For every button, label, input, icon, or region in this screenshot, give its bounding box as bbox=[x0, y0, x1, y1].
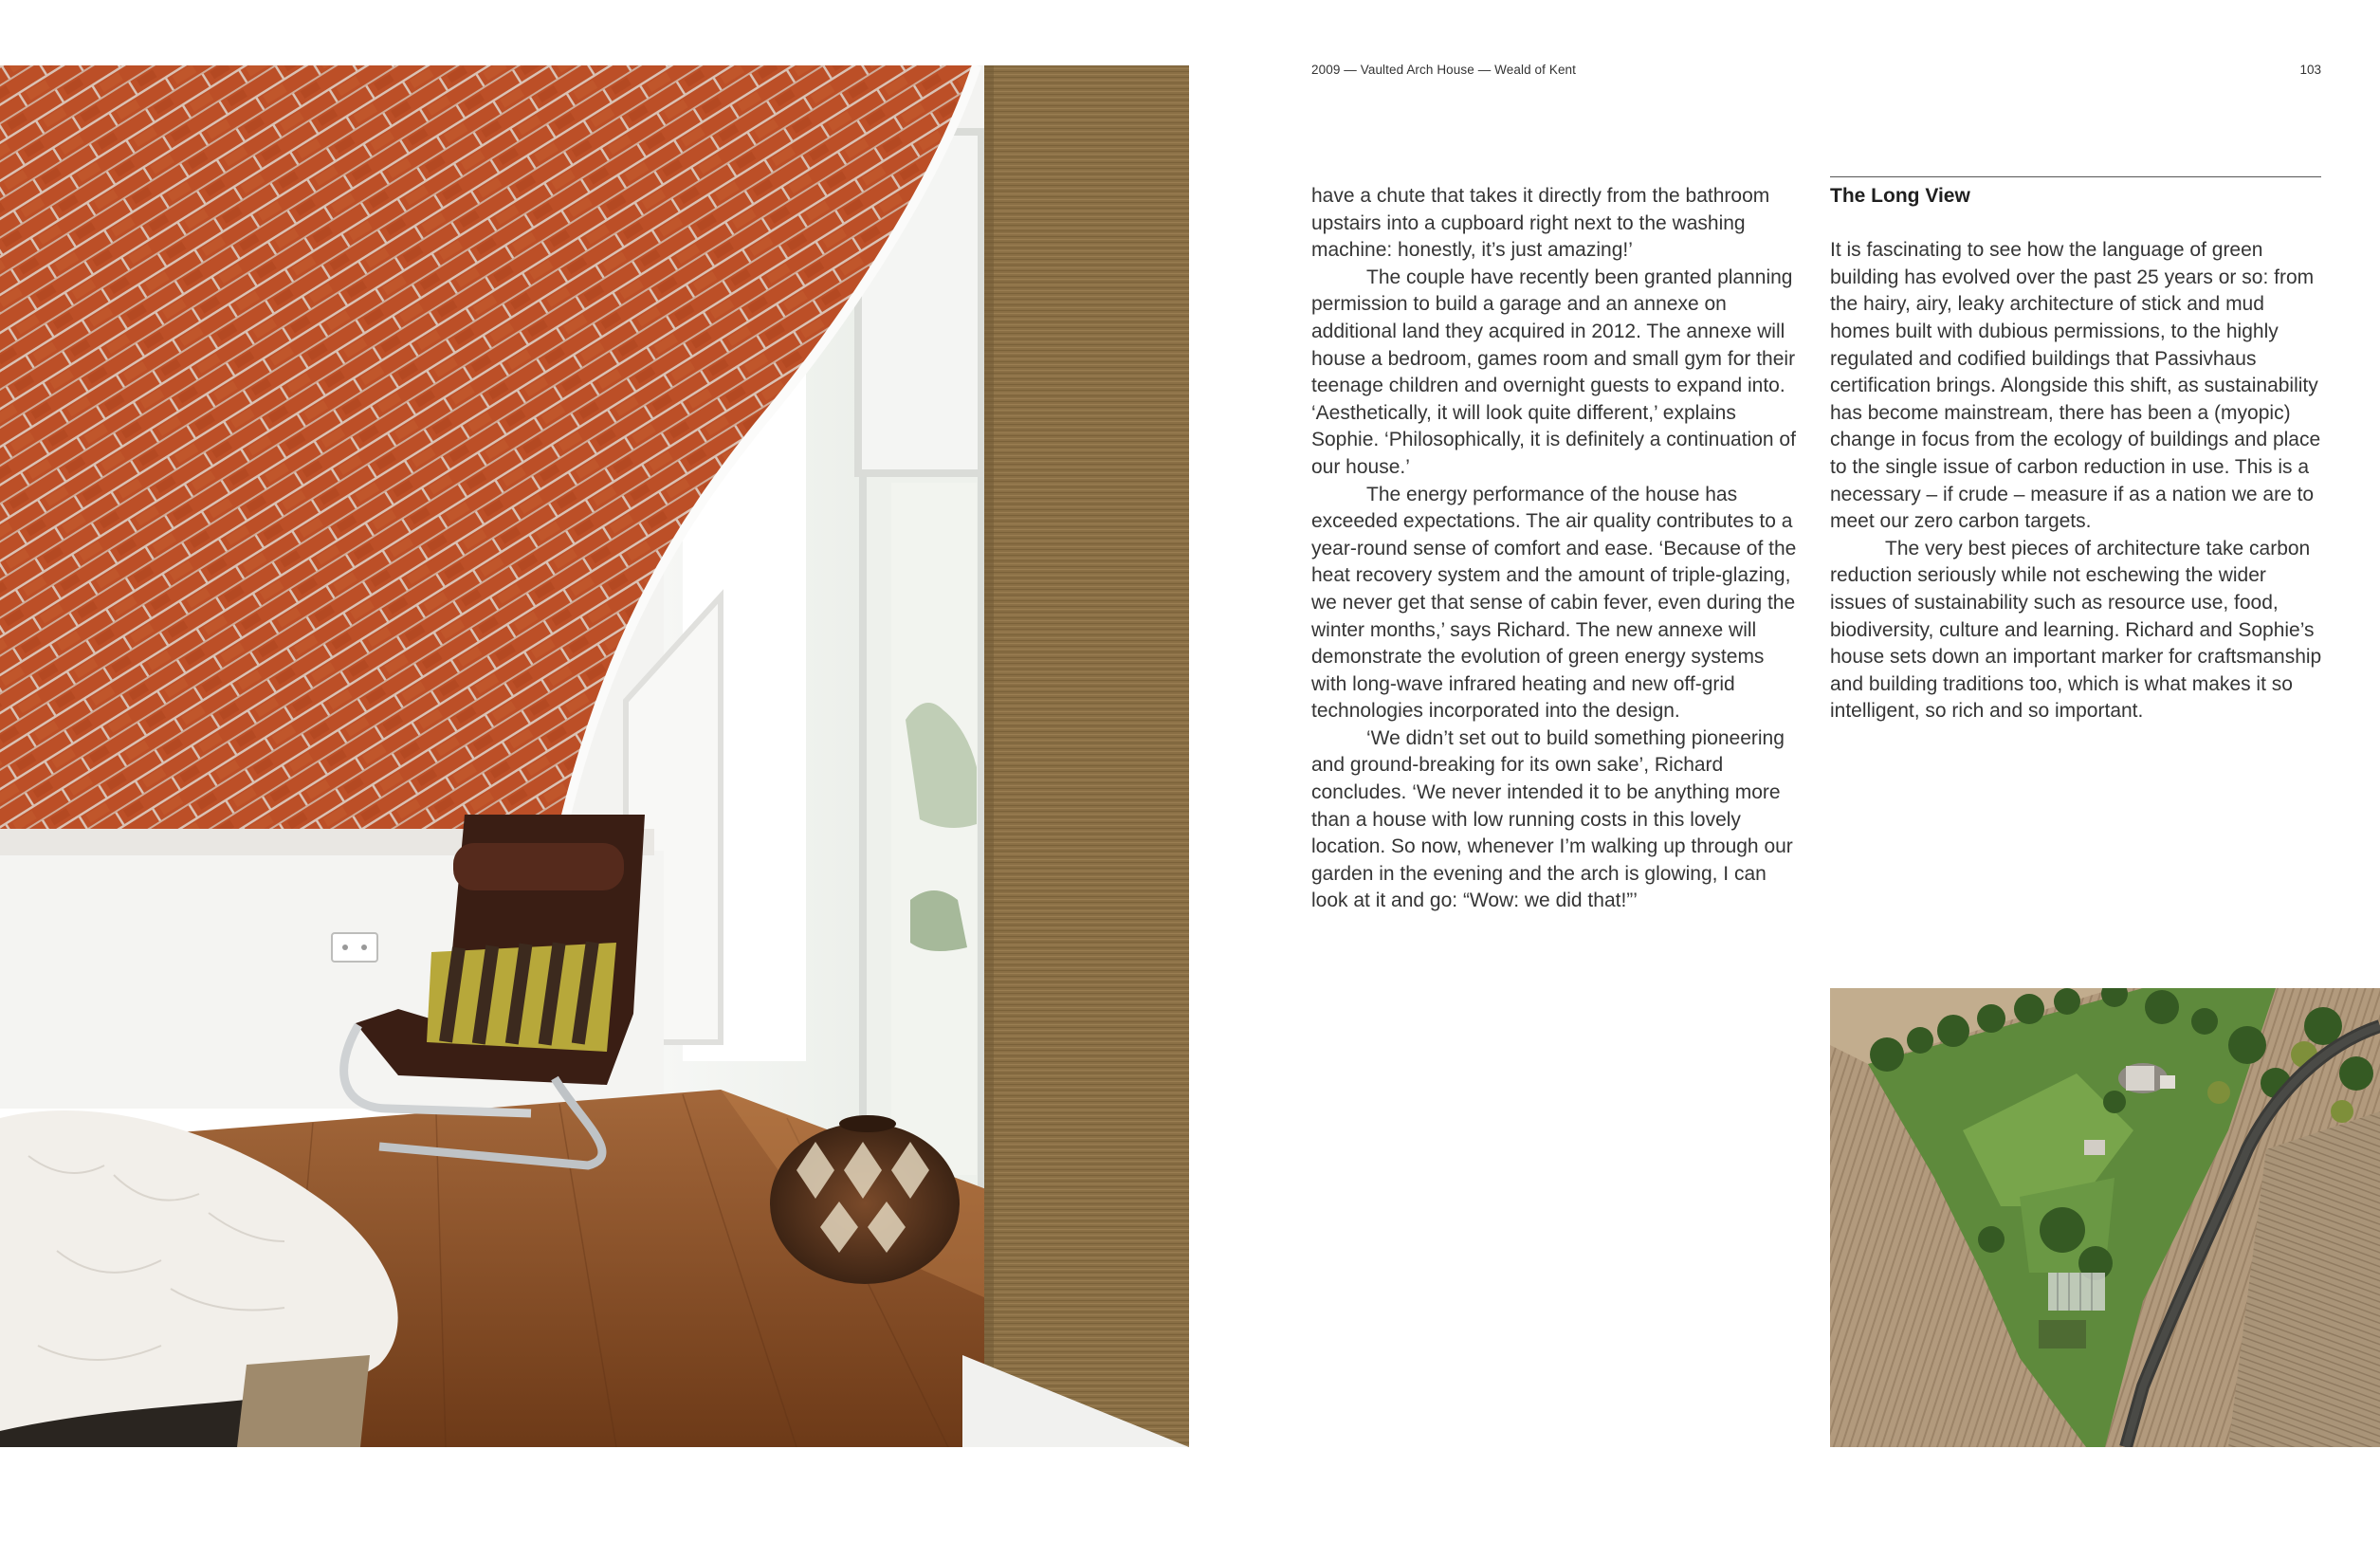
body-column-left bbox=[1311, 183, 1804, 915]
paragraph: The very best pieces of architecture take carbon reduction seriously while not eschewing the wider issues of sustainability such as resource use, food, biodiversity, culture and learning. Richard and Sophie’s house sets down an important marker for craftsmanship and building traditions too, which is what makes it so intelligent, so rich and so important. bbox=[1830, 537, 2322, 723]
paragraph: It is fascinating to see how the language of green building has evolved over the past 25 years or so: from the hairy, airy, leaky architecture of stick and mud homes built with dubious permissions, to the highly regulated and codified buildings that Passivhaus certification brings. Alongside this shift, as sustainability has become mainstream, there has been a (myopic) change in focus from the ecology of buildings and place to the single issue of carbon reduction in use. This is a necessary – if crude – measure if as a nation we are to meet our zero carbon targets. bbox=[1830, 239, 2321, 533]
interior-photo bbox=[0, 65, 1189, 1447]
page-number: 103 bbox=[2299, 63, 2321, 77]
paragraph: The couple have recently been granted planning permission to build a garage and an annexe on additional land they acquired in 2012. The annexe will house a bedroom, games room and small gym for their teenage children and overnight guests to expand into. ‘Aesthetically, it will look quite different,’ explains Sophie. ‘Philosophically, it is definitely a continuation of our house.’ bbox=[1311, 266, 1796, 478]
body-column-right bbox=[1830, 183, 2325, 725]
paragraph: The energy performance of the house has exceeded expectations. The air quality contributes to a year-round sense of comfort and ease. ‘Because of the heat recovery system and the amount of triple-glazing, we never get that sense of cabin fever, even during the winter months,’ says Richard. The new annexe will demonstrate the evolution of green energy systems with long-wave infrared heating and new off-grid technologies incorporated into the design. bbox=[1311, 483, 1797, 723]
paragraph: ‘We didn’t set out to build something pioneering and ground-breaking for its own sake’, Richard concludes. ‘We never intended it to be anything more than a house with low running costs in this lovely location. So now, whenever I’m walking up through our garden in the evening and the arch is glowing, I can look at it and go: “Wow: we did that!”’ bbox=[1311, 726, 1793, 912]
section-heading: The Long View bbox=[1830, 185, 1970, 207]
aerial-photo bbox=[1830, 988, 2380, 1447]
running-head: 2009 — Vaulted Arch House — Weald of Kent bbox=[1311, 63, 1577, 77]
paragraph: have a chute that takes it directly from the bathroom upstairs into a cupboard right next to the washing machine: honestly, it’s just amazing!’ bbox=[1311, 185, 1770, 262]
section-rule bbox=[1830, 176, 2321, 177]
